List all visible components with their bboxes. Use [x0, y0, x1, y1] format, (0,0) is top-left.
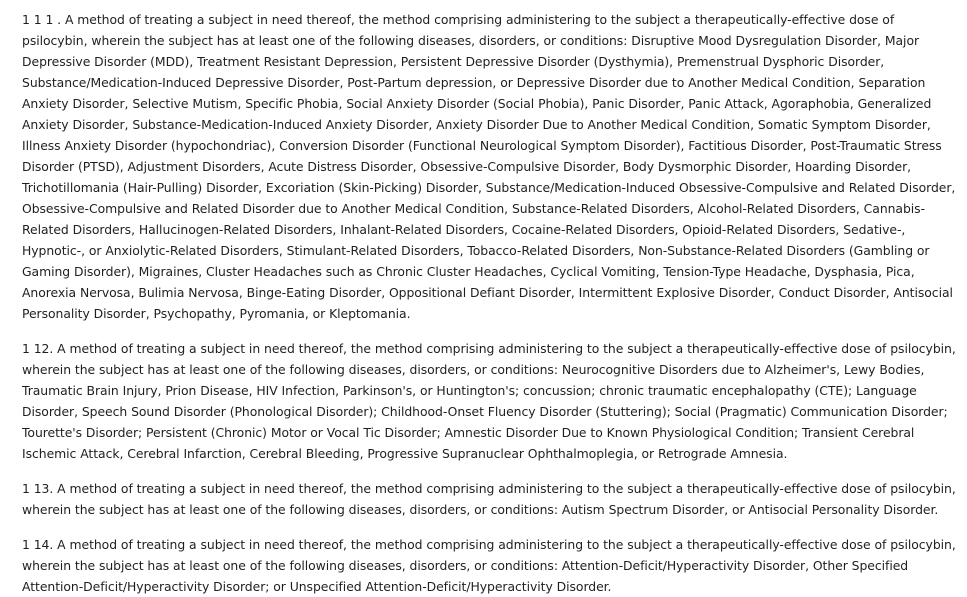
claim-112: 1 12. A method of treating a subject in need thereof, the method comprising administering to the subject a therapeutically-effective dose of psilocybin, wherein the subject has at least one of the following diseases, disorders, or conditions: Neurocognitive Disorders due to Alzheimer's, Lewy Bodies, Traumatic Brain Injury, Prion Disease, HIV Infection, Parkinson's, or Huntington's; concussion; chronic traumatic encephalopathy (CTE); Language Disorder, Speech Sound Disorder (Phonological Disorder); Childhood-Onset Fluency Disorder (Stuttering); Social (Pragmatic) Communication Disorder; Tourette's Disorder; Persistent (Chronic) Motor or Vocal Tic Disorder; Amnestic Disorder Due to Known Physiological Condition; Transient Cerebral Ischemic Attack, Cerebral Infarction, Cerebral Bleeding, Progressive Supranuclear Ophthalmoplegia, or Retrograde Amnesia.: [22, 341, 956, 461]
claim-114: 1 14. A method of treating a subject in need thereof, the method comprising administering to the subject a therapeutically-effective dose of psilocybin, wherein the subject has at least one of the following diseases, disorders, or conditions: Attention-Deficit/Hyperactivity Disorder, Other Specified Attention-Deficit/Hyperactivity Disorder; or Unspecified Attention-Deficit/Hyperactivity Disorder.: [22, 537, 956, 594]
document-body: [22, 9, 962, 597]
claim-111: 1 1 1 . A method of treating a subject in need thereof, the method comprising administering to the subject a therapeutically-effective dose of psilocybin, wherein the subject has at least one of the following diseases, disorders, or conditions: Disruptive Mood Dysregulation Disorder, Major Depressive Disorder (MDD), Treatment Resistant Depression, Persistent Depressive Disorder (Dysthymia), Premenstrual Dysphoric Disorder, Substance/Medication-Induced Depressive Disorder, Post-Partum depression, or Depressive Disorder due to Another Medical Condition, Separation Anxiety Disorder, Selective Mutism, Specific Phobia, Social Anxiety Disorder (Social Phobia), Panic Disorder, Panic Attack, Agoraphobia, Generalized Anxiety Disorder, Substance-Medication-Induced Anxiety Disorder, Anxiety Disorder Due to Another Medical Condition, Somatic Symptom Disorder, Illness Anxiety Disorder (hypochondriac), Conversion Disorder (Functional Neurological Symptom Disorder), Factitious Disorder, Post-Traumatic Stress Disorder (PTSD), Adjustment Disorders, Acute Distress Disorder, Obsessive-Compulsive Disorder, Body Dysmorphic Disorder, Hoarding Disorder, Trichotillomania (Hair-Pulling) Disorder, Excoriation (Skin-Picking) Disorder, Substance/Medication-Induced Obsessive-Compulsive and Related Disorder, Obsessive-Compulsive and Related Disorder due to Another Medical Condition, Substance-Related Disorders, Alcohol-Related Disorders, Cannabis-Related Disorders, Hallucinogen-Related Disorders, Inhalant-Related Disorders, Cocaine-Related Disorders, Opioid-Related Disorders, Sedative-, Hypnotic-, or Anxiolytic-Related Disorders, Stimulant-Related Disorders, Tobacco-Related Disorders, Non-Substance-Related Disorders (Gambling or Gaming Disorder), Migraines, Cluster Headaches such as Chronic Cluster Headaches, Cyclical Vomiting, Tension-Type Headache, Dysphasia, Pica, Anorexia Nervosa, Bulimia Nervosa, Binge-Eating Disorder, Oppositional Defiant Disorder, Intermittent Explosive Disorder, Conduct Disorder, Antisocial Personality Disorder, Psychopathy, Pyromania, or Kleptomania.: [22, 12, 956, 321]
claim-113: 1 13. A method of treating a subject in need thereof, the method comprising administering to the subject a therapeutically-effective dose of psilocybin, wherein the subject has at least one of the following diseases, disorders, or conditions: Autism Spectrum Disorder, or Antisocial Personality Disorder.: [22, 481, 956, 517]
